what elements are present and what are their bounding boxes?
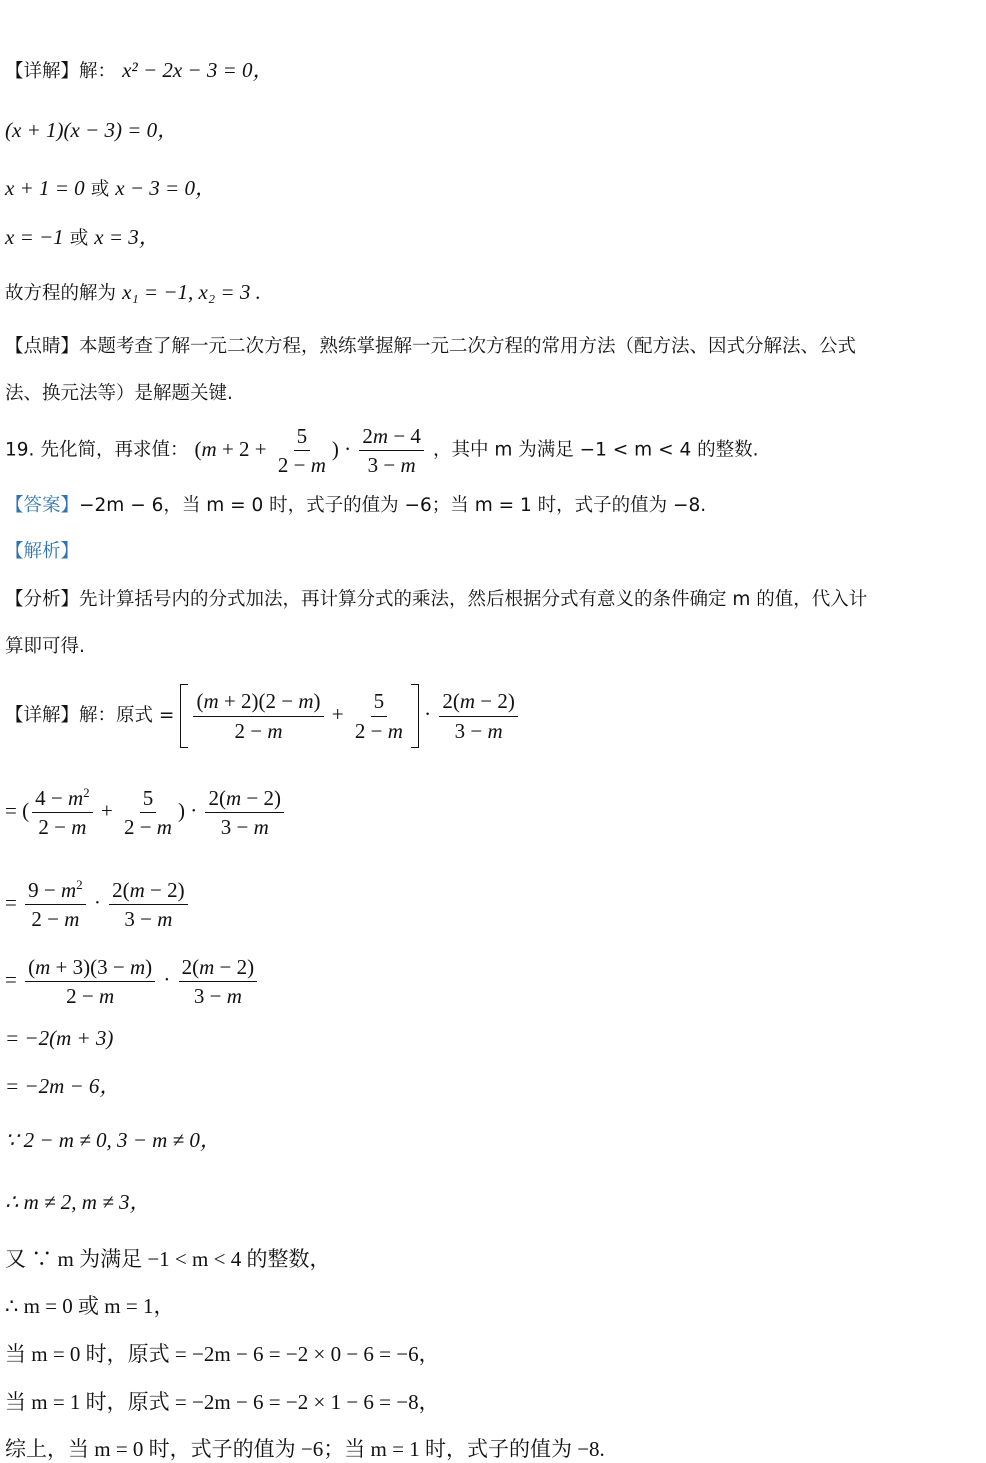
solution-line-8: ∴ m ≠ 2, m ≠ 3， <box>5 1190 151 1214</box>
analysis-tag: 【解析】 <box>5 541 80 562</box>
fenxi-tag: 【分析】 <box>5 589 80 610</box>
equation-2: (x + 1)(x − 3) = 0， <box>5 118 179 142</box>
question-expression: (m + 2 + $\frac{5}{2 - m}$ ) · $\frac{2m - 4}{3 - m}$ <box>195 437 427 461</box>
fraction: $\frac{2m - 4}{3 - m}$ <box>359 422 424 480</box>
conclusion-text: 故方程的解为 <box>5 283 117 304</box>
fraction: $\frac{(m + 2)(2 - m)}{2 - m}$ <box>193 687 323 745</box>
fraction: $\frac{4 - m^2}{2 - m}$ <box>32 784 93 842</box>
solution-line-5: = −2(m + 3) <box>5 1026 114 1050</box>
fraction: $\frac{2(m - 2)}{3 - m}$ <box>179 953 258 1011</box>
question-number: 19. <box>5 439 35 461</box>
solution-line-1 <box>5 684 521 748</box>
equation-4a: x = −1 <box>5 225 64 249</box>
fraction: $\frac{2(m - 2)}{3 - m}$ <box>439 687 518 745</box>
dianjing-line-2: 法、换元法等）是解题关键. <box>5 383 233 404</box>
equation-3a: x + 1 = 0 <box>5 176 85 200</box>
solution-expression-1: $\frac{(m + 2)(2 - m)}{2 - m}$ + $\frac{5}{2 - m}$ · $\frac{2(m - 2)}{3 - m}$ <box>180 702 520 726</box>
conclusion-line <box>5 280 261 305</box>
equation-4b: x = 3， <box>94 225 160 249</box>
solution-line-13: 综上，当 m = 0 时，式子的值为 −6；当 m = 1 时，式子的值为 −8. <box>5 1437 605 1461</box>
detail-tag: 【详解】 <box>5 704 80 726</box>
fenxi-line-2: 算即可得. <box>5 636 85 657</box>
solution-line-4: = $\frac{(m + 3)(3 - m)}{2 - m}$ · $\frac{2(m - 2)}{3 - m}$ <box>5 953 260 1011</box>
pointer-tag: 【点睛】 <box>5 336 80 357</box>
fraction: $\frac{2(m - 2)}{3 - m}$ <box>205 784 284 842</box>
dianjing-line-1 <box>5 336 856 358</box>
fraction: $\frac{9 - m^2}{2 - m}$ <box>25 876 86 934</box>
right-bracket <box>411 684 419 748</box>
answer-line <box>5 495 706 517</box>
solution-line-6: = −2m − 6， <box>5 1074 121 1098</box>
solve-label: 解： <box>79 704 117 726</box>
equation-1: x² − 2x − 3 = 0， <box>122 58 274 82</box>
fraction: $\frac{5}{2 - m}$ <box>123 786 172 840</box>
question-19 <box>5 422 758 480</box>
detail-tag: 【详解】 <box>5 61 80 82</box>
dianjing-text-1: 本题考查了解一元二次方程，熟练掌握解一元二次方程的常用方法（配方法、因式分解法、公式 <box>79 336 857 357</box>
question-prefix: 先化简，再求值： <box>40 439 189 461</box>
answer-tag: 【答案】 <box>5 495 80 516</box>
solve-label: 解： <box>79 61 117 82</box>
solution-line-12: 当 m = 1 时，原式 = −2m − 6 = −2 × 1 − 6 = −8， <box>5 1390 440 1414</box>
detail-line-1 <box>5 58 274 83</box>
fenxi-line-1 <box>5 589 867 611</box>
fraction: $\frac{5}{2 - m}$ <box>354 689 403 743</box>
fenxi-text-1: 先计算括号内的分式加法，再计算分式的乘法，然后根据分式有意义的条件确定 m 的值，代入计 <box>79 589 868 610</box>
equation-3b: x − 3 = 0， <box>115 176 216 200</box>
solution-line-2: = ( $\frac{4 - m^2}{2 - m}$ + $\frac{5}{2 - m}$ ) · $\frac{2(m - 2)}{3 - m}$ <box>5 784 287 842</box>
solution-line-7: ∵ 2 − m ≠ 0, 3 − m ≠ 0， <box>5 1128 221 1152</box>
question-suffix: ，其中 m 为满足 −1 < m < 4 的整数. <box>432 439 759 461</box>
equation-4 <box>5 225 160 250</box>
fraction: $\frac{2(m - 2)}{3 - m}$ <box>109 876 188 934</box>
fraction: $\frac{(m + 3)(3 - m)}{2 - m}$ <box>25 953 155 1011</box>
left-bracket <box>180 684 188 748</box>
equation-3 <box>5 176 216 201</box>
solution-line-10: ∴ m = 0 或 m = 1， <box>5 1294 175 1318</box>
fraction: $\frac{5}{2 - m}$ <box>277 424 326 478</box>
yuanshi-label: 原式 = <box>116 704 175 726</box>
solution-line-3: = $\frac{9 - m^2}{2 - m}$ · $\frac{2(m - 2)}{3 - m}$ <box>5 876 191 934</box>
solution-line-11: 当 m = 0 时，原式 = −2m − 6 = −2 × 0 − 6 = −6， <box>5 1342 440 1366</box>
or-word: 或 <box>69 228 89 249</box>
or-word: 或 <box>90 179 110 200</box>
solution-line-9: 又 ∵ m 为满足 −1 < m < 4 的整数， <box>5 1247 331 1271</box>
answer-text: −2m − 6，当 m = 0 时，式子的值为 −6；当 m = 1 时，式子的值为 −8. <box>79 495 707 516</box>
conclusion-math: x₁ = −1, x₂ = 3 . <box>122 280 261 304</box>
